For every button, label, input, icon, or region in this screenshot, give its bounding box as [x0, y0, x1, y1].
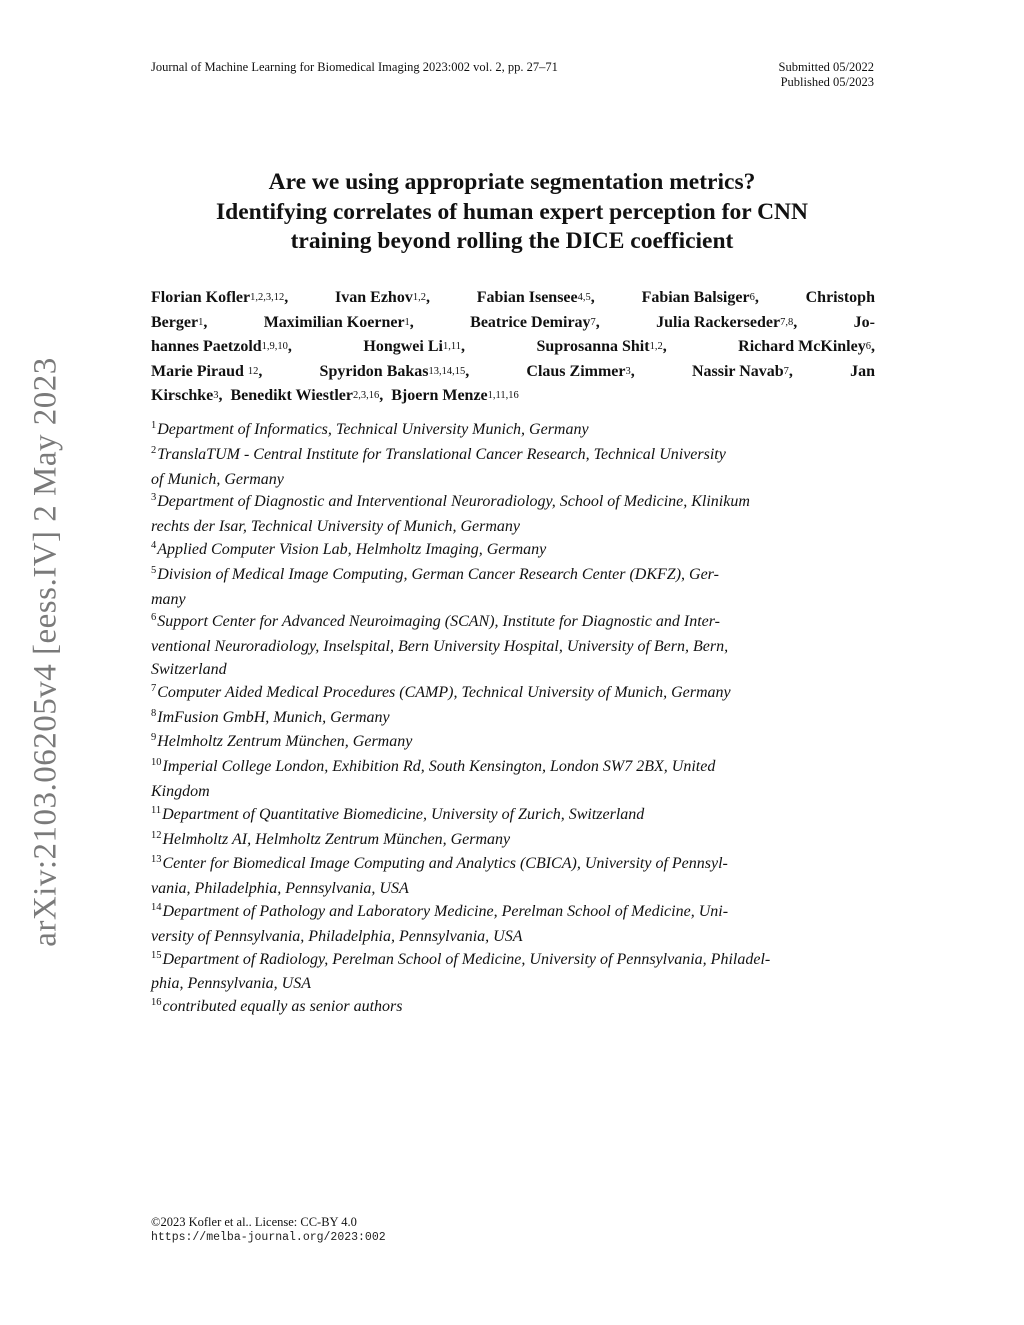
affiliation-item: [151, 829, 899, 854]
affiliation-text: TranslaTUM - Central Institute for Translational Cancer Research, Technical University: [157, 445, 726, 463]
author-separator: ,: [284, 289, 289, 306]
author-line: [151, 385, 875, 410]
author-entry: [738, 336, 875, 361]
author-line: [151, 312, 875, 337]
arxiv-identifier-stamp: arXiv:2103.06205v4 [eess.IV] 2 May 2023: [27, 357, 64, 947]
journal-header: Journal of Machine Learning for Biomedical Imaging 2023:002 vol. 2, pp. 27–71: [151, 60, 558, 74]
author-affiliation-marker: 1,11,16: [487, 390, 519, 401]
affiliation-text: of Munich, Germany: [151, 470, 284, 488]
author-entry: [363, 336, 465, 361]
affiliation-text: Computer Aided Medical Procedures (CAMP), Technical University of Munich, Germany: [157, 683, 731, 701]
author-affiliation-marker: 1,2,3,12: [250, 292, 285, 303]
affiliation-text: rechts der Isar, Technical University of Munich, Germany: [151, 518, 520, 536]
author-entry: [230, 385, 383, 410]
affiliation-text: Support Center for Advanced Neuroimaging (SCAN), Institute for Diagnostic and Inter-: [157, 613, 720, 631]
affiliation-number: 7: [151, 682, 157, 694]
author-entry: [806, 287, 875, 312]
affiliation-line: [151, 853, 899, 878]
author-entry: [320, 361, 470, 386]
affiliation-line: [151, 682, 899, 707]
author-name: Ivan Ezhov: [335, 289, 413, 306]
affiliation-line: [151, 756, 899, 781]
author-entry: [477, 287, 595, 312]
author-name: Marie Piraud: [151, 362, 248, 380]
affiliation-line: [151, 636, 899, 659]
affiliation-line: [151, 564, 899, 589]
affiliation-text: Department of Diagnostic and Interventional Neuroradiology, School of Medicine, Klinikum: [157, 493, 750, 511]
affiliation-line: [151, 589, 899, 612]
affiliation-line: [151, 469, 899, 492]
affiliation-item: [151, 949, 899, 997]
affiliation-line: [151, 926, 899, 949]
author-separator: ,: [870, 338, 875, 355]
affiliation-item: [151, 611, 899, 681]
author-affiliation-marker: 12: [247, 365, 259, 377]
author-entry: [151, 336, 292, 361]
author-affiliation-marker: 1,11: [442, 341, 461, 352]
affiliation-line: [151, 829, 899, 854]
affiliation-text: ImFusion GmbH, Munich, Germany: [157, 708, 390, 726]
author-line: [151, 287, 875, 312]
author-separator: ,: [379, 387, 384, 404]
author-name: Richard McKinley: [738, 338, 866, 355]
author-name: Hongwei Li: [363, 338, 443, 355]
affiliation-number: 9: [151, 732, 157, 744]
author-name: Beatrice Demiray: [470, 313, 591, 331]
author-entry: [151, 361, 262, 386]
affiliation-line: [151, 996, 899, 1021]
author-affiliation-marker: 7: [590, 316, 596, 328]
author-affiliation-marker: 2,3,16: [352, 390, 380, 401]
affiliation-line: [151, 539, 899, 564]
author-name: Bjoern Menze: [391, 387, 488, 404]
author-affiliation-marker: 1,2: [412, 292, 426, 303]
affiliation-number: 5: [151, 564, 157, 576]
author-separator: ,: [793, 313, 798, 331]
affiliation-item: [151, 996, 899, 1021]
affiliation-text: contributed equally as senior authors: [162, 998, 403, 1016]
author-name: Nassir Navab: [691, 362, 784, 380]
author-name: Benedikt Wiestler: [230, 387, 353, 404]
affiliation-item: [151, 707, 899, 732]
author-separator: ,: [258, 362, 263, 380]
author-name: Jo-: [853, 313, 875, 331]
affiliation-number: 15: [151, 949, 162, 961]
author-affiliation-marker: 7: [783, 365, 789, 377]
affiliation-line: [151, 973, 899, 996]
author-entry: [536, 336, 666, 361]
affiliation-line: [151, 707, 899, 732]
affiliation-text: phia, Pennsylvania, USA: [151, 975, 311, 993]
affiliation-line: [151, 804, 899, 829]
affiliation-text: Department of Pathology and Laboratory Medicine, Perelman School of Medicine, Uni-: [162, 902, 729, 920]
affiliation-line: [151, 878, 899, 901]
title-line: training beyond rolling the DICE coefficient: [290, 228, 734, 254]
page-footer: [151, 1214, 386, 1246]
title-line: Identifying correlates of human expert perception for CNN: [216, 198, 808, 225]
author-entry: [151, 287, 288, 312]
affiliation-line: [151, 781, 899, 804]
affiliation-number: 2: [151, 444, 157, 456]
affiliation-line: [151, 659, 899, 682]
author-entry: [151, 385, 222, 410]
affiliation-item: [151, 491, 899, 539]
author-affiliation-marker: 1: [198, 316, 204, 328]
affiliation-item: [151, 853, 899, 901]
author-entry: [470, 312, 600, 337]
affiliation-text: vania, Philadelphia, Pennsylvania, USA: [151, 880, 409, 898]
author-name: Maximilian Koerner: [263, 313, 405, 331]
affiliation-number: 12: [151, 829, 162, 841]
author-entry: [692, 361, 793, 386]
author-separator: ,: [590, 289, 595, 306]
author-affiliation-marker: 13,14,15: [428, 365, 466, 377]
author-separator: ,: [425, 289, 430, 306]
author-entry: [642, 287, 759, 312]
author-affiliation-marker: 7,8: [780, 316, 794, 328]
affiliation-text: Switzerland: [151, 660, 227, 678]
affiliation-number: 8: [151, 707, 157, 719]
affiliation-number: 10: [151, 757, 162, 769]
author-entry: [656, 312, 797, 337]
affiliation-text: ventional Neuroradiology, Inselspital, Bern University Hospital, University of Bern, Bern,: [151, 638, 729, 656]
author-entry: [854, 312, 875, 337]
author-separator: ,: [630, 362, 635, 380]
author-name: Fabian Isensee: [476, 289, 578, 306]
affiliation-text: Department of Radiology, Perelman School of Medicine, University of Pennsylvania, Philadel-: [162, 950, 771, 968]
affiliation-line: [151, 419, 899, 444]
published-date: Published 05/2023: [780, 75, 874, 89]
author-affiliation-marker: 6: [749, 292, 755, 303]
affiliation-item: [151, 564, 899, 612]
author-affiliation-marker: 3: [625, 365, 631, 377]
author-entry: [335, 287, 430, 312]
author-affiliation-marker: 1: [404, 316, 410, 328]
author-affiliation-marker: 3: [213, 390, 219, 401]
article-link[interactable]: https://melba-journal.org/2023:002: [151, 1231, 386, 1244]
affiliation-item: [151, 731, 899, 756]
author-name: hannes Paetzold: [151, 338, 262, 355]
author-separator: ,: [595, 313, 600, 331]
author-name: Suprosanna Shit: [536, 338, 650, 355]
affiliation-text: Division of Medical Image Computing, German Cancer Research Center (DKFZ), Ger-: [157, 565, 719, 583]
author-affiliation-marker: 4,5: [577, 292, 591, 303]
author-separator: ,: [662, 338, 667, 355]
affiliation-list: [151, 419, 899, 1021]
author-entry: [264, 312, 414, 337]
submission-dates: [779, 60, 875, 90]
submitted-date: Submitted 05/2022: [778, 60, 874, 74]
paper-title: [140, 168, 884, 257]
affiliation-text: Center for Biomedical Image Computing and Analytics (CBICA), University of Pennsyl-: [162, 855, 728, 873]
affiliation-item: [151, 444, 899, 492]
author-name: Jan: [850, 362, 875, 380]
affiliation-line: [151, 611, 899, 636]
affiliation-line: [151, 491, 899, 516]
affiliation-text: Department of Informatics, Technical University Munich, Germany: [157, 421, 589, 438]
author-affiliation-marker: 1,9,10: [261, 341, 288, 352]
author-name: Spyridon Bakas: [319, 362, 429, 380]
affiliation-text: Department of Quantitative Biomedicine, University of Zurich, Switzerland: [162, 805, 645, 823]
author-entry: [391, 385, 519, 410]
affiliation-number: 6: [151, 612, 157, 624]
affiliation-line: [151, 516, 899, 539]
affiliation-number: 1: [151, 420, 157, 431]
author-line: [151, 336, 875, 361]
author-separator: ,: [788, 362, 793, 380]
author-name: Fabian Balsiger: [641, 289, 750, 306]
affiliation-line: [151, 444, 899, 469]
affiliation-number: 14: [151, 901, 162, 913]
affiliation-item: [151, 756, 899, 804]
author-separator: ,: [203, 313, 208, 331]
affiliation-number: 3: [151, 492, 157, 504]
author-name: Julia Rackerseder: [656, 313, 781, 331]
author-entry: [151, 312, 207, 337]
author-name: Kirschke: [151, 387, 214, 404]
author-entry: [526, 361, 634, 386]
author-name: Florian Kofler: [151, 289, 251, 306]
affiliation-item: [151, 539, 899, 564]
author-name: Berger: [151, 313, 199, 331]
author-entry: [850, 361, 875, 386]
author-list: [151, 287, 875, 410]
affiliation-text: Applied Computer Vision Lab, Helmholtz Imaging, Germany: [157, 540, 547, 558]
affiliation-text: Imperial College London, Exhibition Rd, South Kensington, London SW7 2BX, United: [162, 758, 716, 776]
author-separator: ,: [754, 289, 759, 306]
affiliation-text: Helmholtz AI, Helmholtz Zentrum München, Germany: [162, 830, 511, 848]
affiliation-text: Helmholtz Zentrum München, Germany: [157, 733, 413, 751]
author-separator: ,: [287, 338, 292, 355]
affiliation-line: [151, 901, 899, 926]
affiliation-item: [151, 419, 899, 444]
author-line: [151, 361, 875, 386]
affiliation-number: 13: [151, 854, 162, 866]
affiliation-number: 16: [151, 997, 162, 1009]
affiliation-text: many: [151, 590, 186, 608]
author-name: Christoph: [805, 289, 875, 306]
affiliation-number: 11: [151, 804, 162, 816]
author-separator: ,: [460, 338, 465, 355]
affiliation-text: Kingdom: [151, 782, 210, 800]
affiliation-line: [151, 731, 899, 756]
author-affiliation-marker: 6: [865, 341, 871, 352]
author-name: Claus Zimmer: [526, 362, 626, 380]
affiliation-text: versity of Pennsylvania, Philadelphia, Pennsylvania, USA: [151, 927, 523, 945]
author-separator: ,: [465, 362, 470, 380]
author-affiliation-marker: 1,2: [649, 341, 663, 352]
title-line: Are we using appropriate segmentation metrics?: [268, 169, 756, 195]
license-note: ©2023 Kofler et al.. License: CC-BY 4.0: [151, 1215, 357, 1229]
affiliation-item: [151, 682, 899, 707]
affiliation-line: [151, 949, 899, 974]
author-separator: ,: [409, 313, 414, 331]
author-separator: ,: [218, 387, 223, 404]
affiliation-item: [151, 901, 899, 949]
affiliation-item: [151, 804, 899, 829]
affiliation-number: 4: [151, 539, 157, 551]
